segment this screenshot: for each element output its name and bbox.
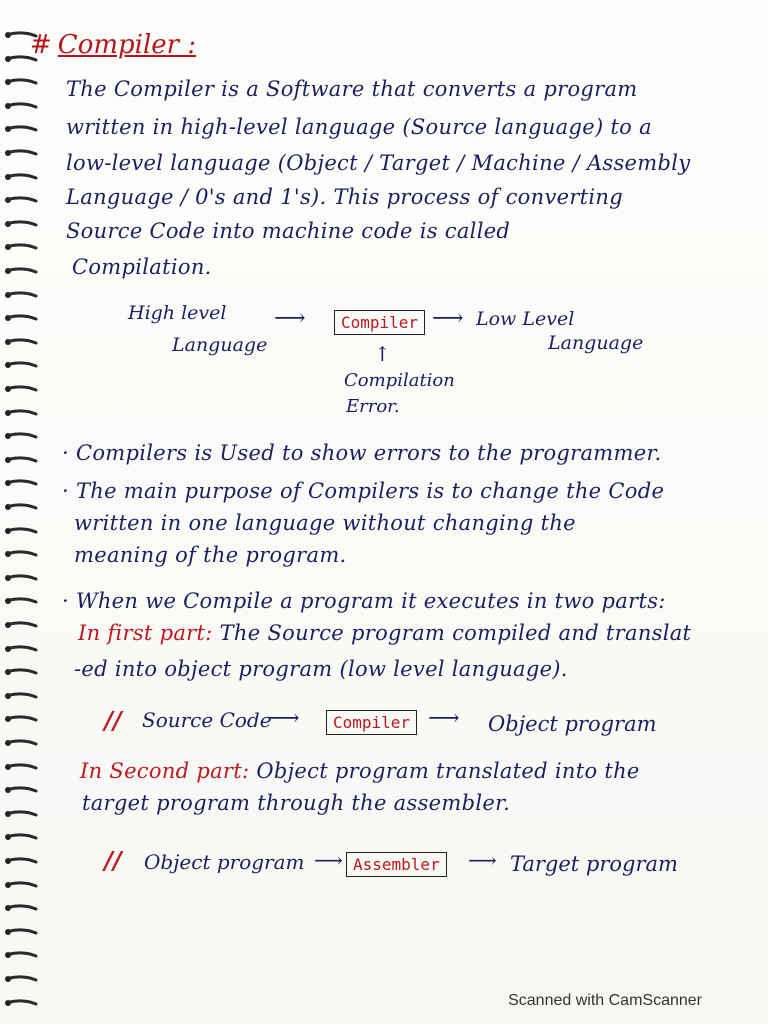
first-part-line: -ed into object program (low level language). — [74, 657, 568, 681]
spiral-ring-icon — [4, 502, 38, 512]
definition-line: Language / 0's and 1's). This process of converting — [66, 185, 623, 209]
diagram1-error-line1: Compilation — [344, 370, 455, 391]
second-part-line: target program through the assembler. — [82, 791, 511, 815]
right-arrow-icon: ⟶ — [468, 848, 497, 872]
diagram1-compiler-box: Compiler — [334, 310, 425, 335]
definition-line: low-level language (Object / Target / Machine / Assembly — [66, 151, 691, 175]
right-arrow-icon: ⟶ — [268, 706, 300, 731]
spiral-ring-icon — [4, 101, 38, 111]
spiral-ring-icon — [4, 313, 38, 323]
bullet-line: written in one language without changing the — [74, 511, 576, 535]
spiral-ring-icon — [4, 950, 38, 960]
bullet-line: · Compilers is Used to show errors to the programmer. — [62, 441, 662, 465]
spiral-ring-icon — [4, 573, 38, 583]
spiral-ring-icon — [4, 172, 38, 182]
spiral-ring-icon — [4, 360, 38, 370]
diagram1-output-line2: Language — [548, 332, 644, 354]
definition-line: The Compiler is a Software that converts a program — [66, 77, 638, 101]
diagram1-output-line1: Low Level — [476, 308, 575, 330]
right-arrow-icon: ⟶ — [432, 306, 464, 331]
first-part-text: The Source program compiled and translat — [212, 621, 692, 645]
diagram2-compiler-box: Compiler — [326, 710, 417, 735]
spiral-ring-icon — [4, 408, 38, 418]
spiral-ring-icon — [4, 290, 38, 300]
spiral-ring-icon — [4, 219, 38, 229]
second-part-text: Object program translated into the — [249, 759, 640, 783]
diagram2-input: Source Code — [142, 708, 272, 732]
definition-line: Compilation. — [72, 255, 212, 279]
spiral-ring-icon — [4, 691, 38, 701]
spiral-ring-icon — [4, 762, 38, 772]
bullet-line: · The main purpose of Compilers is to change the Code — [62, 479, 665, 503]
diagram3-input: Object program — [144, 850, 305, 874]
spiral-ring-icon — [4, 856, 38, 866]
definition-line: written in high-level language (Source language) to a — [66, 115, 652, 139]
diagram3-output: Target program — [510, 852, 678, 876]
spiral-ring-icon — [4, 478, 38, 488]
spiral-ring-icon — [4, 785, 38, 795]
right-arrow-icon: ⟶ — [314, 848, 343, 872]
spiral-ring-icon — [4, 644, 38, 654]
page-title — [30, 30, 196, 60]
spiral-ring-icon — [4, 667, 38, 677]
right-arrow-icon: ⟶ — [428, 706, 460, 731]
second-part-label: In Second part: — [80, 759, 250, 783]
spiral-ring-icon — [4, 832, 38, 842]
spiral-ring-icon — [4, 148, 38, 158]
diagram1-error-line2: Error. — [346, 396, 400, 417]
spiral-ring-icon — [4, 620, 38, 630]
title-hash: # — [30, 30, 52, 60]
spiral-ring-icon — [4, 549, 38, 559]
up-arrow-icon: ↑ — [374, 342, 391, 366]
spiral-ring-icon — [4, 195, 38, 205]
definition-line: Source Code into machine code is called — [66, 219, 511, 243]
spiral-binding — [0, 0, 48, 1024]
spiral-ring-icon — [4, 809, 38, 819]
first-part-label: In first part: — [78, 621, 213, 645]
spiral-ring-icon — [4, 714, 38, 724]
spiral-ring-icon — [4, 77, 38, 87]
bullet-line: · When we Compile a program it executes in two parts: — [62, 589, 666, 613]
title-text: Compiler : — [57, 30, 197, 60]
right-arrow-icon: ⟶ — [274, 306, 306, 331]
scanner-watermark: Scanned with CamScanner — [508, 992, 702, 1009]
spiral-ring-icon — [4, 455, 38, 465]
spiral-ring-icon — [4, 738, 38, 748]
spiral-ring-icon — [4, 596, 38, 606]
spiral-ring-icon — [4, 384, 38, 394]
spiral-ring-icon — [4, 431, 38, 441]
spiral-ring-icon — [4, 927, 38, 937]
diagram1-input-line2: Language — [172, 334, 268, 356]
spiral-ring-icon — [4, 337, 38, 347]
second-part-line — [80, 758, 640, 784]
diagram3-marker: // — [104, 846, 122, 875]
diagram2-output: Object program — [488, 712, 657, 736]
diagram3-assembler-box: Assembler — [346, 852, 447, 877]
bullet-line: meaning of the program. — [74, 543, 347, 567]
spiral-ring-icon — [4, 266, 38, 276]
spiral-ring-icon — [4, 242, 38, 252]
diagram2-marker: // — [104, 706, 122, 735]
diagram1-input-line1: High level — [128, 302, 227, 324]
spiral-ring-icon — [4, 880, 38, 890]
spiral-ring-icon — [4, 903, 38, 913]
spiral-ring-icon — [4, 998, 38, 1008]
spiral-ring-icon — [4, 974, 38, 984]
spiral-ring-icon — [4, 526, 38, 536]
first-part-line — [78, 620, 691, 646]
spiral-ring-icon — [4, 124, 38, 134]
